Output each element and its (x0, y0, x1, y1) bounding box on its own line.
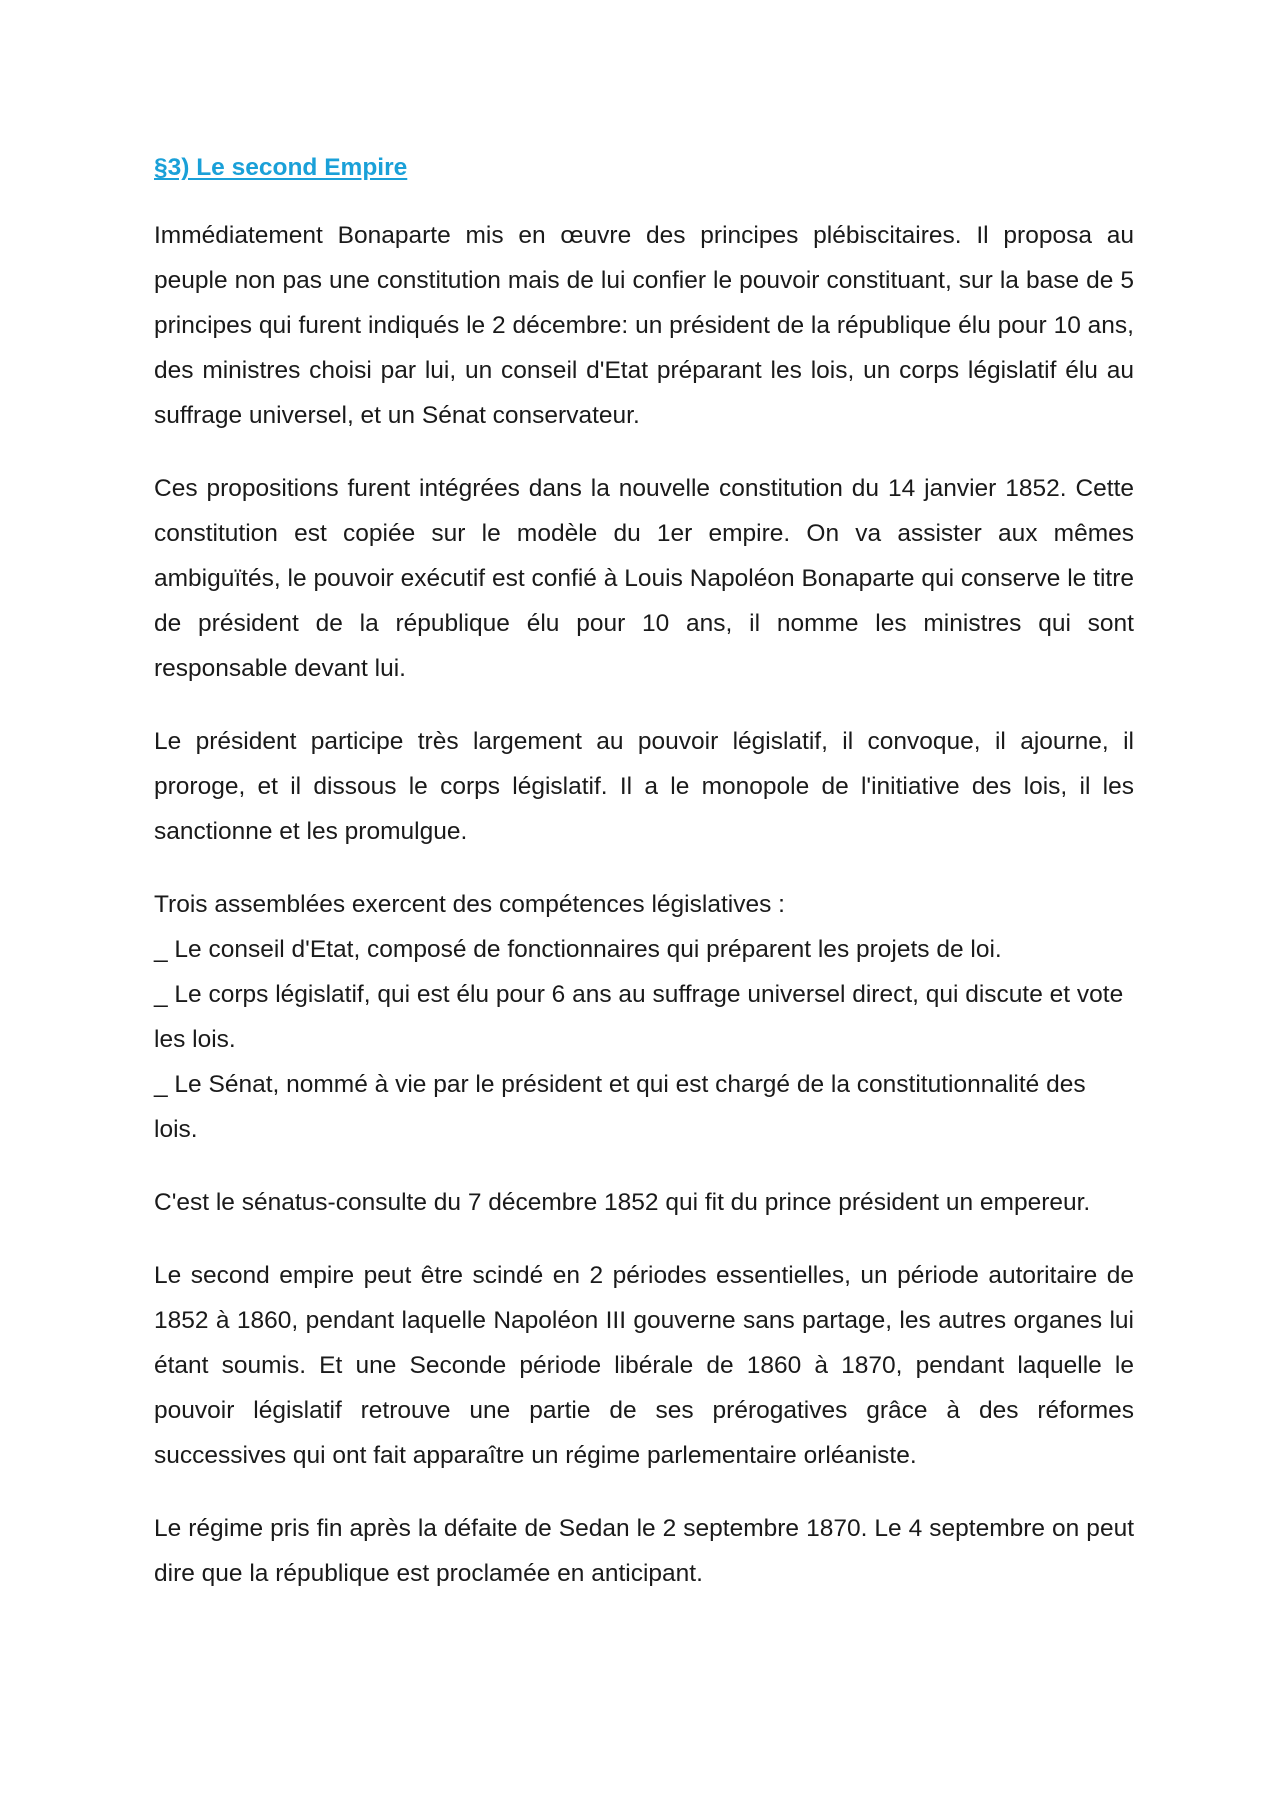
list-item-corps-legislatif: _ Le corps législatif, qui est élu pour 6 ans au suffrage universel direct, qui discute et vote les lois. (154, 981, 1124, 1053)
paragraph-president-powers: Le président participe très largement au pouvoir législatif, il convoque, il ajourne, il proroge, et il dissous le corps législatif. Il a le monopole de l'initiative des lois, il les sanctionne et les promulgue. (154, 728, 1134, 845)
document-page (154, 150, 1134, 1624)
paragraph-end-of-regime: Le régime pris fin après la défaite de Sedan le 2 septembre 1870. Le 4 septembre on peut dire que la république est proclamée en anticipant. (154, 1515, 1134, 1587)
list-item-senat: _ Le Sénat, nommé à vie par le président et qui est chargé de la constitutionnalité des lois. (154, 1071, 1086, 1143)
paragraph-plebiscite: Immédiatement Bonaparte mis en œuvre des principes plébiscitaires. Il proposa au peuple non pas une constitution mais de lui confier le pouvoir constituant, sur la base de 5 principes qui furent indiqués le 2 décembre: un président de la république élu pour 10 ans, des ministres choisi par lui, un conseil d'Etat préparant les lois, un corps législatif élu au suffrage universel, et un Sénat conservateur. (154, 222, 1134, 429)
paragraph-two-periods: Le second empire peut être scindé en 2 périodes essentielles, un période autoritaire de 1852 à 1860, pendant laquelle Napoléon III gouverne sans partage, les autres organes lui étant soumis. Et une Seconde période libérale de 1860 à 1870, pendant laquelle le pouvoir législatif retrouve une partie de ses prérogatives grâce à des réformes successives qui ont fait apparaître un régime parlementaire orléaniste. (154, 1262, 1134, 1469)
list-item-conseil-etat: _ Le conseil d'Etat, composé de fonctionnaires qui préparent les projets de loi. (154, 936, 1002, 963)
assemblies-list-intro: Trois assemblées exercent des compétences législatives : (154, 891, 785, 918)
section-heading: §3) Le second Empire (154, 154, 408, 181)
paragraph-constitution-1852: Ces propositions furent intégrées dans la nouvelle constitution du 14 janvier 1852. Cette constitution est copiée sur le modèle du 1er empire. On va assister aux mêmes ambiguïtés, le pouvoir exécutif est confié à Louis Napoléon Bonaparte qui conserve le titre de président de la république élu pour 10 ans, il nomme les ministres qui sont responsable devant lui. (154, 475, 1134, 682)
paragraph-senatus-consulte: C'est le sénatus-consulte du 7 décembre 1852 qui fit du prince président un empereur. (154, 1189, 1091, 1216)
